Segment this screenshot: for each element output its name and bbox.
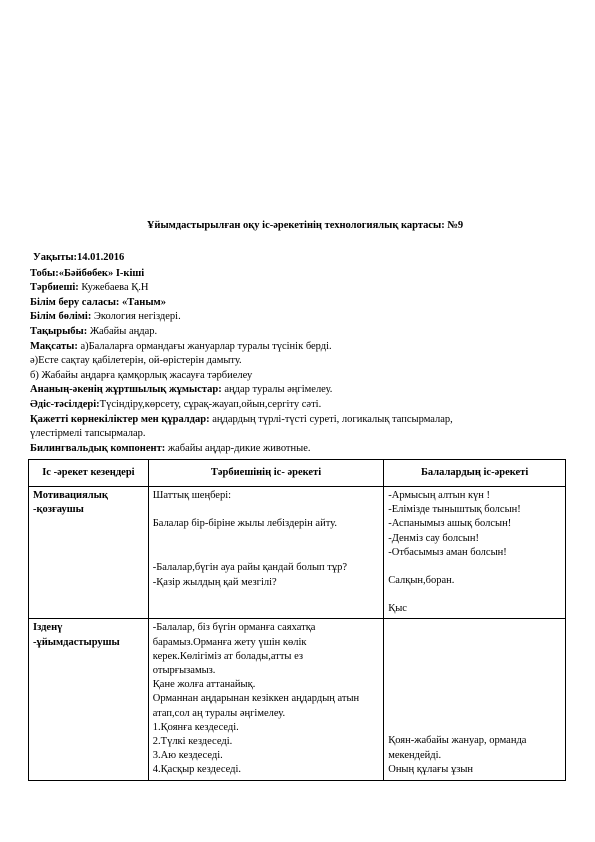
bilingual-label: Билингвальдық компонент:: [30, 442, 166, 454]
children-text: -Отбасымыз аман болсын!: [388, 546, 507, 558]
teacher-text: Балалар бір-біріне жылы лебіздерін айту.: [152, 518, 337, 530]
teacher-text: 1.Қоянға кездеседі.: [152, 721, 239, 733]
teacher-cell: [148, 619, 383, 780]
teacher-label: Тәрбиеші:: [30, 282, 79, 294]
teacher-text: -Балалар, біз бүгін орманға саяхатқа: [152, 622, 316, 634]
table-row-motivation: [29, 487, 566, 619]
teacher-text: Шаттық шеңбері:: [152, 490, 232, 501]
group-line: [30, 267, 570, 282]
teacher-text: отырғызамыз.: [152, 665, 216, 677]
children-text: -Аспанымыз ашық болсын!: [388, 518, 512, 530]
children-text: -Армысың алтын күн !: [388, 490, 491, 501]
stage-cell: [29, 619, 149, 780]
methods-value: Түсіндіру,көрсету, сұрақ-жауап,ойын,сергіту сәті.: [99, 398, 322, 410]
document-title: Ұйымдастырылған оқу іс-әрекетінің технологиялық картасы: №9: [146, 220, 464, 231]
section-line: [30, 310, 570, 325]
stage-cell: [29, 487, 149, 619]
children-text: Қоян-жабайы жануар, орманда: [388, 735, 527, 747]
children-cell: [384, 619, 566, 780]
lesson-info: [30, 251, 570, 456]
stage-line: Мотивациялық: [33, 490, 108, 501]
header-teacher: Тәрбиешінің іс- әрекеті: [148, 460, 383, 487]
section-value: Экология негіздері.: [91, 311, 181, 323]
teacher-text: 4.Қасқыр кездеседі.: [152, 764, 242, 776]
children-text: -Денміз сау болсын!: [388, 532, 479, 544]
teacher-text: Қане жолға аттанайық.: [152, 679, 256, 691]
area-line: [30, 296, 570, 311]
stage-line: -ұйымдастырушы: [33, 636, 120, 648]
group-label: Тобы:: [30, 267, 59, 279]
header-stages: Іс -әрекет кезеңдері: [29, 460, 149, 487]
section-label: Білім бөлімі:: [30, 311, 92, 323]
goal-line: [30, 340, 570, 355]
lesson-table: [28, 459, 566, 781]
teacher-text: -Қазір жылдың қай мезгілі?: [152, 576, 277, 588]
table-row-organizational: [29, 619, 566, 780]
parents-value: аңдар туралы әңгімелеу.: [221, 384, 333, 396]
bilingual-value: жабайы аңдар-дикие животные.: [165, 442, 311, 454]
visual-value: аңдардың түрлі-түсті суреті, логикалық тапсырмалар,: [209, 413, 453, 425]
teacher-text: -Балалар,бүгін ауа райы қандай болып тұр?: [152, 562, 347, 574]
methods-line: [30, 398, 570, 413]
goal-value: а)Балаларға ормандағы жануарлар туралы түсінік берді.: [77, 340, 332, 352]
area-label: Білім беру саласы:: [30, 296, 120, 308]
topic-value: Жабайы аңдар.: [87, 325, 158, 337]
teacher-value: Кужебаева Қ.Н: [78, 282, 149, 294]
header-children: Балалардың іс-әрекеті: [384, 460, 566, 487]
goal-b-line: ә)Есте сақтау қабілетерін, ой-өрістерін дамыту.: [30, 355, 242, 367]
group-value: «Бәйбөбек» І-кіші: [58, 267, 145, 279]
teacher-text: 3.Аю кездеседі.: [152, 750, 223, 762]
teacher-line: [30, 281, 570, 296]
teacher-text: атап,сол аң туралы әңгімелеу.: [152, 707, 286, 719]
goal-label: Мақсаты:: [30, 340, 78, 352]
bilingual-line: [30, 442, 570, 457]
visual-line: [30, 413, 570, 428]
goal-c-line: б) Жабайы аңдарға қамқорлық жасауға тәрбиелеу: [30, 369, 253, 381]
teacher-text: Орманнан аңдарынан кезіккен аңдардың атын: [152, 693, 360, 705]
stage-line: Ізденү: [33, 622, 63, 634]
methods-label: Әдіс-тәсілдері:: [30, 398, 100, 410]
date-line: Уақыты:14.01.2016: [33, 252, 125, 263]
stage-line: -қозғаушы: [33, 504, 84, 516]
children-text: мекендейді.: [388, 749, 442, 761]
children-text: -Елімізде тыныштық болсын!: [388, 504, 521, 516]
parents-label: Ананың-әкенің жұртшылық жұмыстар:: [30, 384, 222, 396]
topic-label: Тақырыбы:: [30, 325, 88, 337]
teacher-text: керек.Көлігіміз ат болады,атты ез: [152, 650, 304, 662]
table-header-row: [29, 460, 566, 487]
children-cell: [384, 487, 566, 619]
visual-continuation: үлестірмелі тапсырмалар.: [30, 428, 146, 440]
children-text: Қыс: [388, 603, 407, 615]
children-text: Оның құлағы ұзын: [388, 763, 474, 775]
teacher-cell: [148, 487, 383, 619]
teacher-text: 2.Түлкі кездеседі.: [152, 736, 233, 748]
teacher-text: барамыз.Орманға жету үшін көлік: [152, 636, 307, 648]
area-value: «Таным»: [119, 296, 166, 308]
visual-label: Қажетті көрнекіліктер мен құралдар:: [30, 413, 210, 425]
children-text: Салқын,боран.: [388, 575, 455, 587]
topic-line: [30, 325, 570, 340]
parents-line: [30, 383, 570, 398]
